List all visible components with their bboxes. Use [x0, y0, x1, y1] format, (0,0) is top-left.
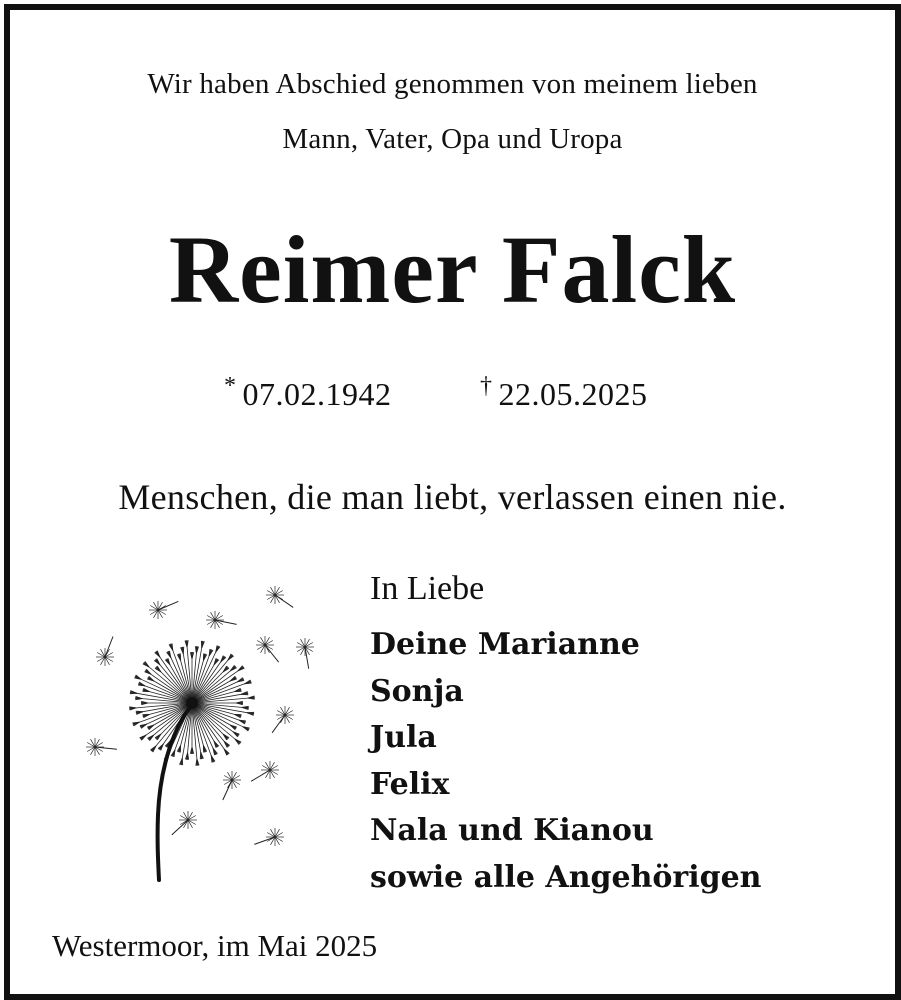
death-symbol: † — [480, 373, 493, 399]
memorial-quote: Menschen, die man liebt, verlassen einen nie. — [118, 477, 787, 517]
birth-symbol: * — [224, 373, 237, 399]
death-date-group — [480, 373, 648, 413]
birth-date: 07.02.1942 — [242, 376, 392, 412]
dandelion-icon — [80, 575, 330, 885]
mourners-list — [370, 622, 761, 901]
place-and-date: Westermoor, im Mai 2025 — [52, 928, 378, 963]
mourner-name: Nala und Kianou — [370, 813, 654, 848]
mourner-name: Jula — [370, 720, 437, 755]
notice-frame — [4, 4, 901, 1000]
deceased-name: Reimer Falck — [168, 216, 737, 323]
death-date: 22.05.2025 — [498, 376, 648, 412]
mourner-name: Deine Marianne — [370, 627, 640, 662]
mourner-name: Sonja — [370, 673, 464, 709]
intro-line-2: Mann, Vater, Opa und Uropa — [282, 123, 623, 155]
mourner-name: Felix — [370, 766, 450, 802]
in-love-label: In Liebe — [370, 570, 485, 607]
intro-line-1: Wir haben Abschied genommen von meinem lieben — [147, 68, 758, 100]
birth-date-group — [224, 373, 392, 413]
mourner-name: sowie alle Angehörigen — [370, 859, 762, 895]
